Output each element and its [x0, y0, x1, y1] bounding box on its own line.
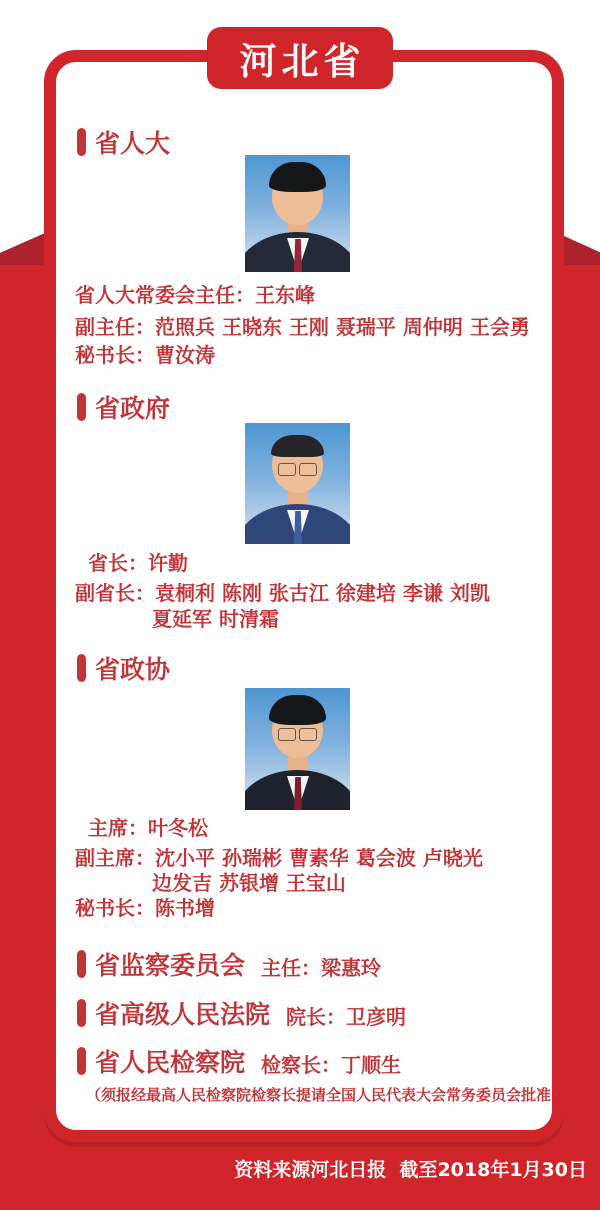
- agency-name: 省人民检察院: [95, 1048, 246, 1077]
- portrait-tie-shape: [294, 777, 302, 810]
- province-title: 河北省: [239, 40, 366, 83]
- congress-chairman-line: 省人大常委会主任：王东峰: [75, 283, 315, 307]
- portrait-hair-shape: [269, 162, 326, 192]
- official-portrait-photo-2: [245, 423, 350, 544]
- fold-shadow-left: [0, 233, 45, 265]
- cppcc-secretary-line: 秘书长：陈书增: [75, 896, 215, 920]
- agency-role: 主任：梁惠玲: [261, 955, 382, 980]
- province-title-badge: [207, 27, 393, 89]
- section-marker-icon: [77, 950, 86, 978]
- fold-shadow-right: [563, 233, 600, 265]
- agency-procuratorate: [77, 1046, 401, 1076]
- agency-role: 检察长：丁顺生: [261, 1052, 402, 1077]
- congress-secretary-line: 秘书长：曹汝涛: [75, 343, 215, 367]
- cppcc-chairman-line: 主席：叶冬松: [88, 816, 208, 840]
- data-source-footer: 资料来源河北日报 截至2018年1月30日: [234, 1159, 587, 1181]
- section-marker-icon: [77, 654, 86, 682]
- agency-role: 院长：卫彦明: [286, 1004, 407, 1029]
- agency-high-court: [77, 998, 406, 1028]
- vice-governors-line-2: 夏延军 时清霜: [152, 607, 279, 631]
- vice-governors-line: 副省长：袁桐利 陈刚 张古江 徐建培 李谦 刘凯: [75, 581, 490, 605]
- official-portrait-photo-3: [245, 688, 350, 810]
- section-heading-label: 省政协: [95, 655, 171, 684]
- congress-vice-chairmen-line: 副主任：范照兵 王晓东 王刚 聂瑞平 周仲明 王会勇: [75, 315, 530, 339]
- section-marker-icon: [77, 393, 86, 421]
- portrait-tie-shape: [294, 511, 302, 544]
- portrait-tie-shape: [294, 239, 302, 272]
- section-heading-government: [77, 392, 170, 422]
- agency-name: 省高级人民法院: [95, 1000, 271, 1029]
- portrait-glasses-shape: [276, 728, 319, 741]
- portrait-hair-shape: [271, 435, 324, 457]
- official-portrait-photo-1: [245, 155, 350, 272]
- agency-supervisory-commission: [77, 949, 381, 979]
- procuratorate-approval-note: （须报经最高人民检察院检察长提请全国人民代表大会常务委员会批准）: [86, 1086, 567, 1104]
- section-marker-icon: [77, 1047, 86, 1075]
- governor-line: 省长：许勤: [88, 551, 188, 575]
- agency-name: 省监察委员会: [95, 951, 246, 980]
- section-heading-label: 省政府: [95, 394, 171, 423]
- section-marker-icon: [77, 128, 86, 156]
- portrait-hair-shape: [269, 695, 326, 725]
- section-marker-icon: [77, 999, 86, 1027]
- section-heading-cppcc: [77, 653, 170, 683]
- section-heading-label: 省人大: [95, 129, 171, 158]
- cppcc-vice-chairmen-line-2: 边发吉 苏银增 王宝山: [152, 871, 346, 895]
- section-heading-peoples-congress: [77, 127, 170, 157]
- cppcc-vice-chairmen-line: 副主席：沈小平 孙瑞彬 曹素华 葛会波 卢晓光: [75, 846, 483, 870]
- portrait-glasses-shape: [276, 463, 319, 476]
